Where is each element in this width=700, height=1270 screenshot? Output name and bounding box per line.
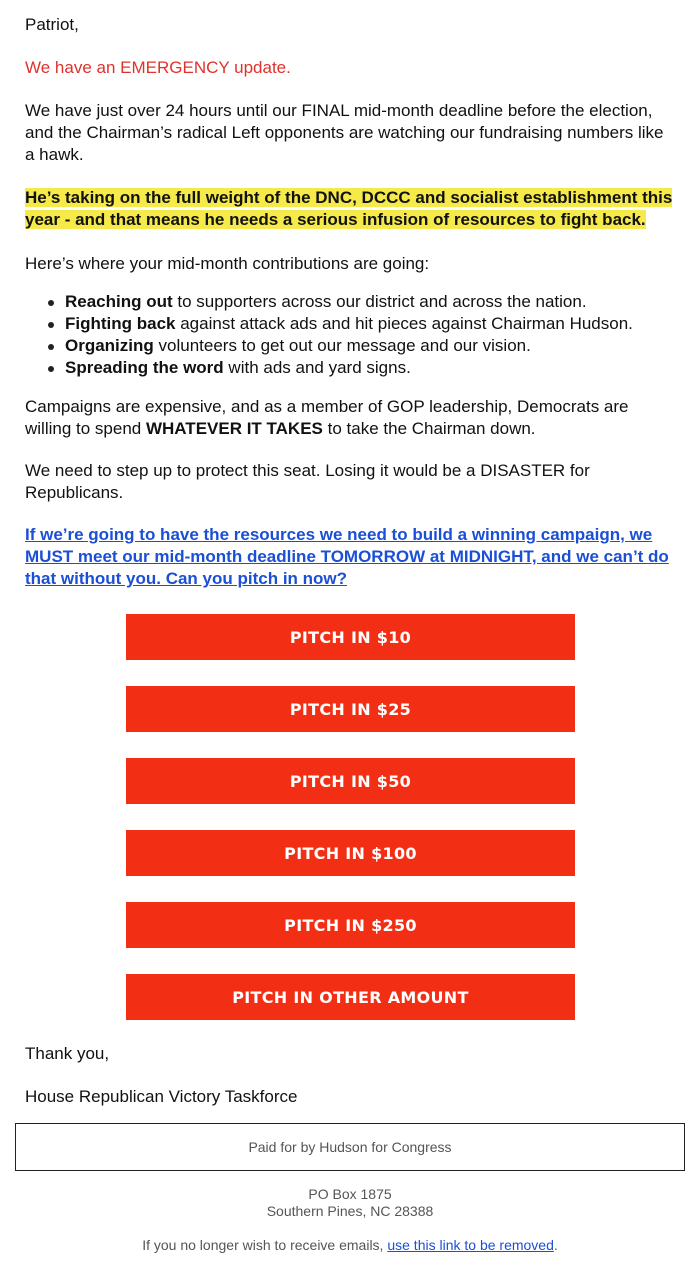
- closing-thanks: Thank you,: [25, 1044, 110, 1063]
- pitch-in-250-button[interactable]: PITCH IN $250: [126, 902, 575, 948]
- pitch-in-other-amount-button[interactable]: PITCH IN OTHER AMOUNT: [126, 974, 575, 1020]
- highlight-text: He’s taking on the full weight of the DNC, DCCC and socialist establishment this year - and that means he needs a serious infusion of resources to fight back.: [25, 188, 673, 229]
- list-item-text: to supporters across our district and across the nation.: [172, 292, 587, 311]
- donate-cta-link[interactable]: If we’re going to have the resources we need to build a winning campaign, we MUST meet our mid-month deadline TOMORROW at MIDNIGHT, and we can’t do that without you. Can you pitch in now?: [25, 525, 669, 588]
- bullet-icon: [48, 366, 54, 372]
- list-item-text: volunteers to get out our message and our vision.: [153, 336, 531, 355]
- list-item: [25, 291, 675, 313]
- bullet-icon: [48, 344, 54, 350]
- list-item: [25, 357, 675, 379]
- greeting: Patriot,: [25, 15, 79, 34]
- list-item: [25, 313, 675, 335]
- list-item-bold: Reaching out: [65, 292, 173, 311]
- list-item-bold: Fighting back: [65, 314, 176, 333]
- contributions-list: [25, 291, 675, 379]
- pitch-in-25-button[interactable]: PITCH IN $25: [126, 686, 575, 732]
- intro-paragraph: We have just over 24 hours until our FINAL mid-month deadline before the election, and the Chairman’s radical Left opponents are watching our fundraising numbers like a hawk.: [25, 101, 664, 164]
- address-line-2: Southern Pines, NC 28388: [266, 1203, 434, 1219]
- list-item-bold: Spreading the word: [65, 358, 224, 377]
- highlighted-paragraph: [25, 187, 675, 231]
- unsubscribe-notice: [0, 1237, 700, 1254]
- list-item-bold: Organizing: [65, 336, 154, 355]
- campaign-cost-paragraph: [25, 396, 675, 440]
- signature: House Republican Victory Taskforce: [25, 1087, 298, 1106]
- para-text: to take the Chairman down.: [322, 419, 536, 438]
- paid-for-disclaimer: Paid for by Hudson for Congress: [15, 1123, 685, 1171]
- emergency-headline: We have an EMERGENCY update.: [25, 58, 291, 77]
- unsubscribe-prefix: If you no longer wish to receive emails,: [142, 1237, 388, 1253]
- address-line-1: PO Box 1875: [308, 1186, 392, 1202]
- unsubscribe-link[interactable]: use this link to be removed: [387, 1237, 554, 1253]
- list-item-text: against attack ads and hit pieces against Chairman Hudson.: [175, 314, 633, 333]
- pitch-in-10-button[interactable]: PITCH IN $10: [126, 614, 575, 660]
- bullet-icon: [48, 300, 54, 306]
- list-item-text: with ads and yard signs.: [223, 358, 411, 377]
- protect-seat-paragraph: We need to step up to protect this seat. Losing it would be a DISASTER for Republicans.: [25, 461, 590, 502]
- list-item: [25, 335, 675, 357]
- pitch-in-50-button[interactable]: PITCH IN $50: [126, 758, 575, 804]
- unsubscribe-suffix: .: [553, 1237, 558, 1253]
- para-bold: WHATEVER IT TAKES: [145, 419, 323, 438]
- para-text: Campaigns are expensive, and as a member of GOP leadership, Democrats are willing to spend: [25, 397, 629, 438]
- contributions-intro: Here’s where your mid-month contributions are going:: [25, 254, 430, 273]
- bullet-icon: [48, 322, 54, 328]
- pitch-in-100-button[interactable]: PITCH IN $100: [126, 830, 575, 876]
